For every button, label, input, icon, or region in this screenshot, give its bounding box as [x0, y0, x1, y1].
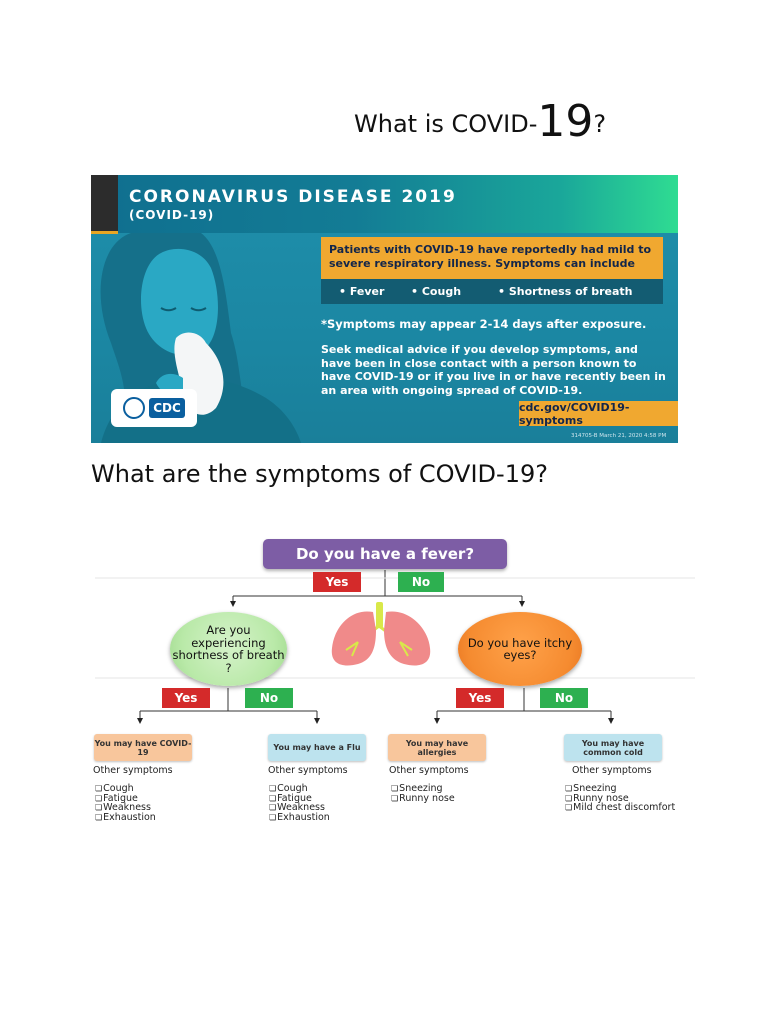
allergies-symptom-list — [391, 784, 455, 803]
hhs-eagle-icon — [123, 397, 145, 419]
allergies-other-symptoms-label: Other symptoms — [389, 765, 469, 776]
covid-symptom-list — [95, 784, 156, 822]
list-item: ❏ Cough — [95, 784, 156, 794]
eyes-yes-label: Yes — [456, 688, 504, 708]
page-heading-what-is-covid — [354, 96, 606, 147]
cdc-logo — [111, 389, 197, 427]
list-item: ❏ Runny nose — [565, 794, 675, 804]
symptom-cough: • Cough — [411, 285, 462, 298]
itchy-eyes-question: Do you have itchy eyes? — [458, 612, 582, 686]
fever-no-label: No — [398, 572, 444, 592]
list-item: ❏ Fatigue — [269, 794, 330, 804]
symptom-fever: • Fever — [339, 285, 385, 298]
symptom-shortness-of-breath: • Shortness of breath — [498, 285, 633, 298]
banner-fine-print: 314705-B March 21, 2020 4:58 PM — [571, 433, 667, 439]
outcome-flu: You may have a Flu — [268, 734, 366, 761]
fever-question: Do you have a fever? — [263, 539, 507, 569]
covid-other-symptoms-label: Other symptoms — [93, 765, 173, 776]
flu-other-symptoms-label: Other symptoms — [268, 765, 348, 776]
heading-suffix: ? — [593, 110, 607, 138]
list-item: ❏ Sneezing — [565, 784, 675, 794]
list-item: ❏ Exhaustion — [269, 813, 330, 823]
symptoms-heading: What are the symptoms of COVID-19? — [91, 460, 548, 488]
list-item: ❏ Sneezing — [391, 784, 455, 794]
medical-advice: Seek medical advice if you develop symptoms, and have been in close contact with a person known to have COVID-19 or if you live in or have recently been in an area with ongoing spread of COVID-19. — [321, 343, 666, 397]
symptoms-intro: Patients with COVID-19 have reportedly had mild to severe respiratory illness. Symptoms can include — [321, 237, 663, 279]
symptom-flowchart — [90, 530, 710, 830]
heading-prefix: What is COVID- — [354, 110, 538, 138]
fever-yes-label: Yes — [313, 572, 361, 592]
breath-question: Are you experiencing shortness of breath ? — [170, 612, 287, 686]
lungs-icon — [332, 602, 430, 665]
breath-no-label: No — [245, 688, 293, 708]
list-item: ❏ Cough — [269, 784, 330, 794]
outcome-allergies: You may have allergies — [388, 734, 486, 761]
symptoms-bar — [321, 279, 663, 304]
breath-yes-label: Yes — [162, 688, 210, 708]
outcome-common-cold: You may have common cold — [564, 734, 662, 761]
list-item: ❏ Weakness — [95, 803, 156, 813]
cdc-logo-text: CDC — [149, 398, 185, 418]
banner-title: CORONAVIRUS DISEASE 2019 — [129, 187, 457, 207]
cold-symptom-list — [565, 784, 675, 813]
cdc-symptoms-link[interactable]: cdc.gov/COVID19-symptoms — [519, 401, 678, 426]
list-item: ❏ Mild chest discomfort — [565, 803, 675, 813]
flu-symptom-list — [269, 784, 330, 822]
cdc-infographic — [91, 175, 678, 443]
heading-number: 19 — [537, 96, 594, 147]
exposure-note: *Symptoms may appear 2-14 days after exposure. — [321, 317, 647, 331]
banner-dark-stripe — [91, 175, 118, 233]
list-item: ❏ Weakness — [269, 803, 330, 813]
list-item: ❏ Fatigue — [95, 794, 156, 804]
list-item: ❏ Exhaustion — [95, 813, 156, 823]
banner-subtitle: (COVID-19) — [129, 208, 215, 222]
cold-other-symptoms-label: Other symptoms — [572, 765, 652, 776]
list-item: ❏ Runny nose — [391, 794, 455, 804]
outcome-covid: You may have COVID-19 — [94, 734, 192, 761]
eyes-no-label: No — [540, 688, 588, 708]
